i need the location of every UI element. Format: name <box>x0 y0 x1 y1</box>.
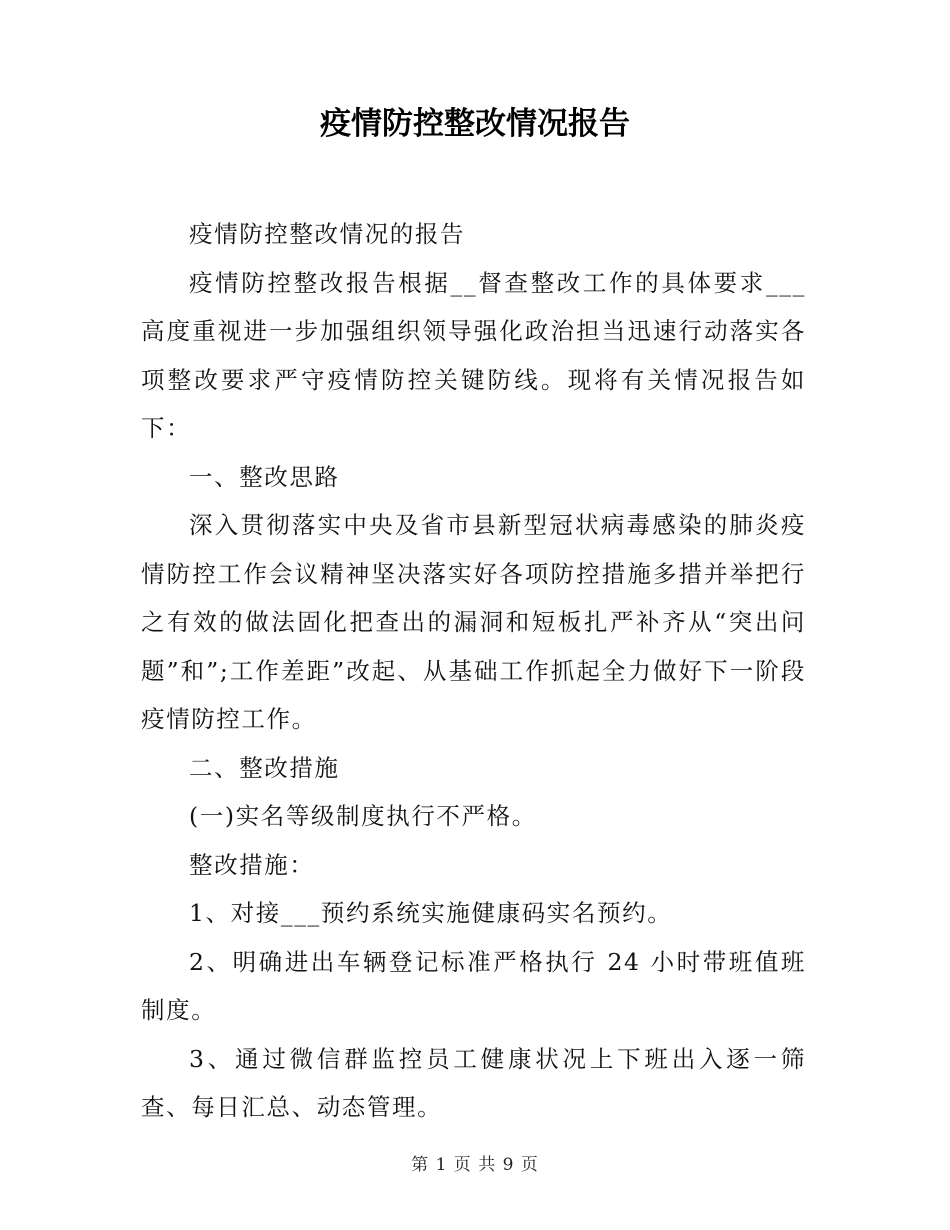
paragraph-approach: 深入贯彻落实中央及省市县新型冠状病毒感染的肺炎疫情防控工作会议精神坚决落实好各项防控措施多措并举把行之有效的做法固化把查出的漏洞和短板扎严补齐从“突出问题”和”;工作差距”改起、从基础工作抓起全力做好下一阶段疫情防控工作。 <box>141 511 806 733</box>
list-item-measure-2: 2、明确进出车辆登记标准严格执行 24 小时带班值班制度。 <box>141 947 806 1024</box>
list-item-measure-3: 3、通过微信群监控员工健康状况上下班出入逐一筛查、每日汇总、动态管理。 <box>141 1044 806 1121</box>
document-title: 疫情防控整改情况报告 <box>320 106 630 142</box>
subsection-heading-registration: (一)实名等级制度执行不严格。 <box>189 802 537 830</box>
measures-label: 整改措施： <box>189 850 315 879</box>
list-item-measure-1: 1、对接___预约系统实施健康码实名预约。 <box>189 899 673 927</box>
paragraph-report-heading: 疫情防控整改情况的报告 <box>189 220 466 248</box>
page-footer: 第 1 页 共 9 页 <box>411 1155 539 1175</box>
section-heading-measures: 二、整改措施 <box>189 753 340 782</box>
paragraph-intro: 疫情防控整改报告根据__督查整改工作的具体要求___高度重视进一步加强组织领导强化政治担当迅速行动落实各项整改要求严守疫情防控关键防线。现将有关情况报告如下： <box>141 268 806 442</box>
section-heading-approach: 一、整改思路 <box>189 462 340 491</box>
document-body <box>141 210 806 1132</box>
